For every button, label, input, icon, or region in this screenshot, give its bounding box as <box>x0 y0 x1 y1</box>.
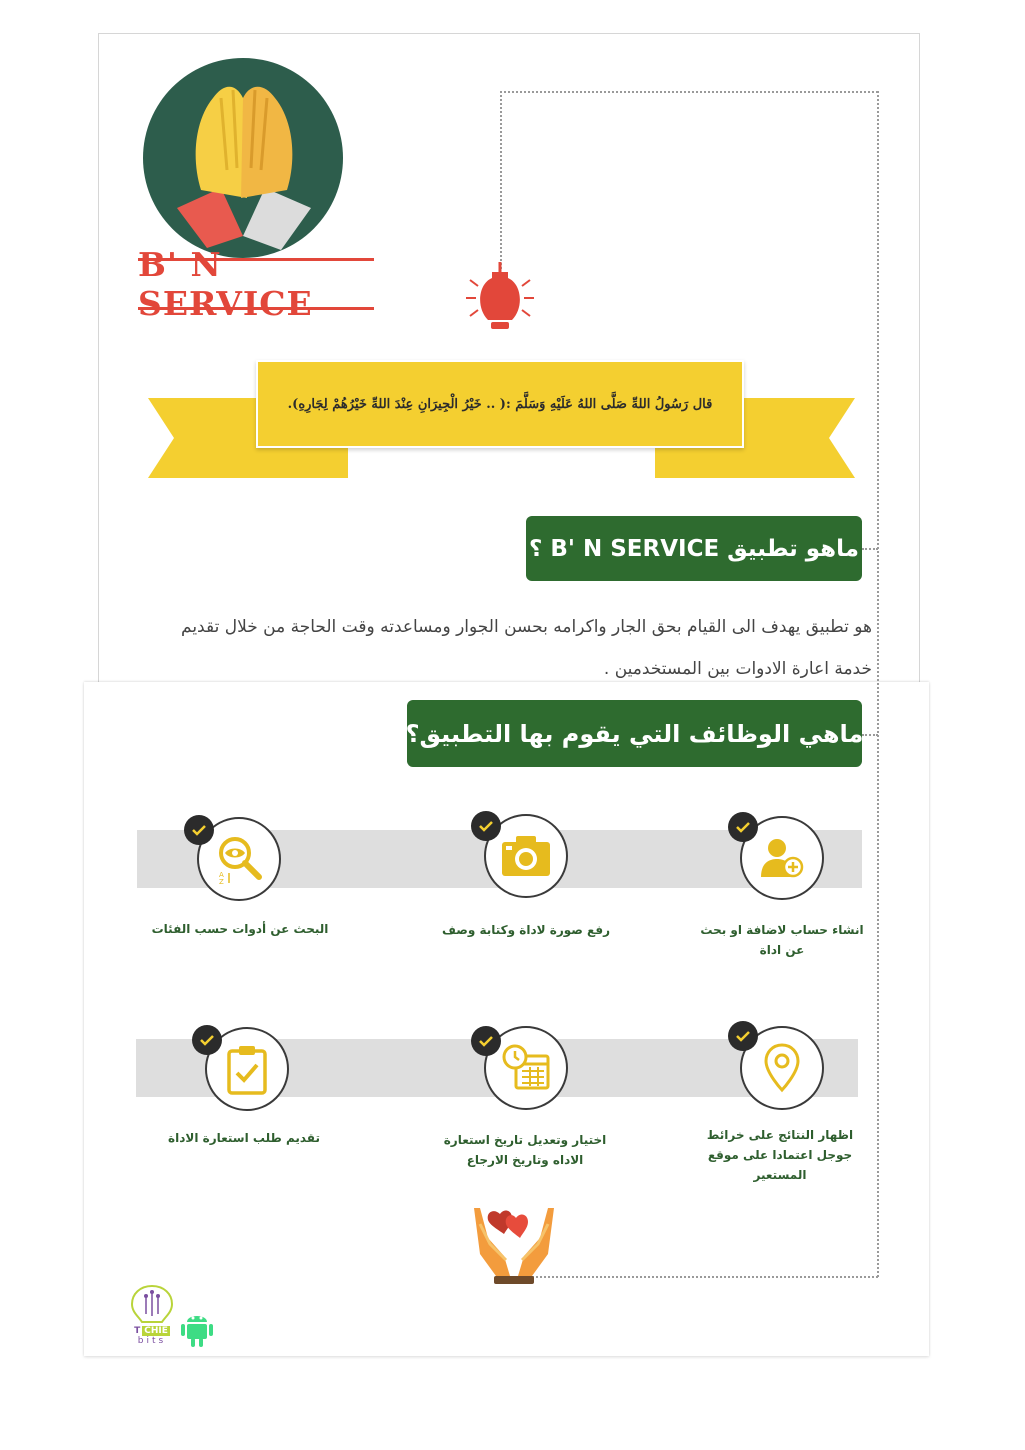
feature-label: البحث عن أدوات حسب الفئات <box>151 922 329 936</box>
checkmark-icon <box>199 1034 215 1046</box>
checkmark-icon <box>478 820 494 832</box>
feature-label: اختيار وتعديل تاريخ استعارة الاداه وتاريخ الارجاع <box>443 1133 607 1167</box>
svg-text:A: A <box>219 871 224 879</box>
logo-wordmark-frame <box>138 245 374 323</box>
check-badge <box>728 812 758 842</box>
high-five-icon <box>143 58 343 258</box>
dotted-connector <box>862 734 878 736</box>
description-line-2: خدمة اعارة الادوات بين المستخدمين . <box>603 659 872 679</box>
map-pin-icon <box>762 1042 802 1094</box>
feature-label: اظهار النتائج على خرائط جوجل اعتمادا على موقع المستعير <box>706 1128 854 1182</box>
dotted-connector <box>500 91 502 269</box>
org-logo <box>124 1284 180 1348</box>
add-user-icon <box>757 833 807 883</box>
feature-label: انشاء حساب لاضافة او بحث عن اداة <box>700 923 864 957</box>
org-name-t: T <box>134 1326 141 1336</box>
org-name-chie: CHIE <box>144 1326 168 1336</box>
quote-banner <box>256 360 744 448</box>
hadith-quote: قال رَسُولُ اللهِّ صَلَّى اللهُ عَلَيْهِ وَسَلَّمَ :( .. خَيْرُ الْجِيرَانِ عِنْدَ اللهِّ خَيْرُهُمْ لِجَارِهِ). <box>287 396 713 412</box>
checkmark-icon <box>191 824 207 836</box>
section-title-features: ماهي الوظائف التي يقوم بها التطبيق؟ <box>407 700 862 767</box>
brand-logo <box>143 58 343 258</box>
lightbulb-icon <box>460 262 540 336</box>
dotted-connector <box>862 548 878 550</box>
svg-text:Z: Z <box>219 878 224 885</box>
feature-label: رفع صورة لاداة وكتابة وصف <box>441 923 611 937</box>
section-title-what: ماهو تطبيق B' N SERVICE ؟ <box>526 516 862 581</box>
dotted-connector <box>877 91 879 1277</box>
camera-icon <box>500 834 552 878</box>
dotted-connector <box>532 1276 878 1278</box>
feature-label: تقديم طلب استعارة الاداة <box>168 1131 320 1145</box>
dotted-connector <box>500 91 878 93</box>
check-badge <box>192 1025 222 1055</box>
org-name-bits: bits <box>137 1336 167 1346</box>
checkmark-icon <box>735 1030 751 1042</box>
description-line-1: هو تطبيق يهدف الى القيام بحق الجار واكرامه بحسن الجوار ومساعدته وقت الحاجة من خلال تقديم <box>181 617 872 637</box>
check-badge <box>184 815 214 845</box>
check-badge <box>728 1021 758 1051</box>
checkmark-icon <box>735 821 751 833</box>
hands-heart-icon <box>470 1204 558 1288</box>
checkmark-icon <box>478 1035 494 1047</box>
search-eye-icon <box>213 833 265 885</box>
clipboard-check-icon <box>225 1043 269 1095</box>
check-badge <box>471 1026 501 1056</box>
check-badge <box>471 811 501 841</box>
android-icon <box>180 1308 214 1348</box>
logo-wordmark: B' N SERVICE <box>138 245 313 323</box>
lightbulb-circuit-icon <box>124 1284 180 1324</box>
calendar-clock-icon <box>500 1042 552 1094</box>
